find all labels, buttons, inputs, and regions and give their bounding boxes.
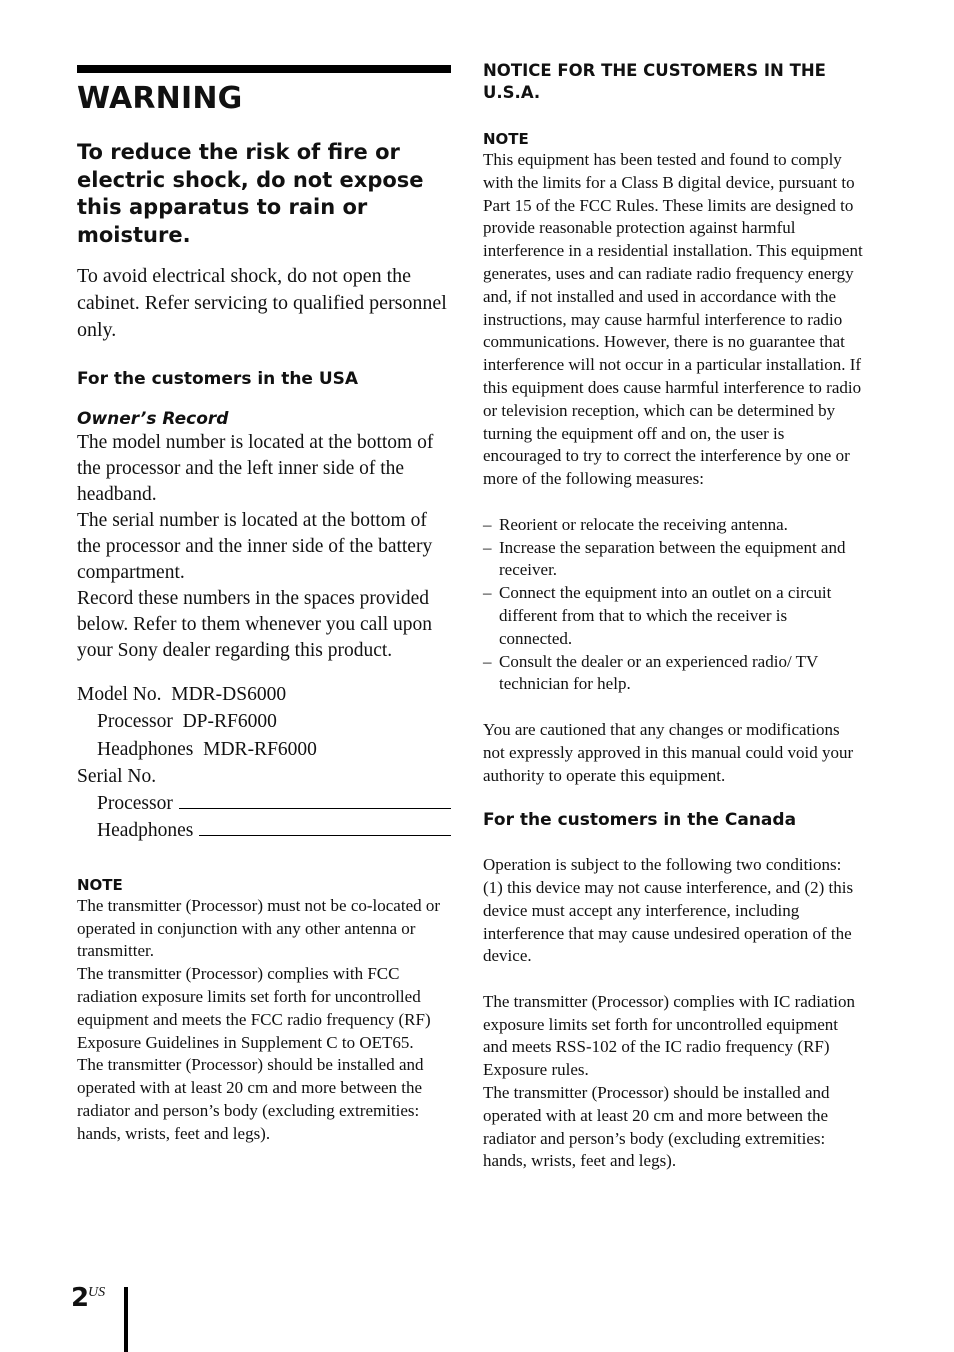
canada-ic-compliance: The transmitter (Processor) complies with IC radiation exposure limits set forth for uncontrolled equipment and meets RSS-102 of the IC radio frequency (RF) Exposure rules. [483, 991, 856, 1080]
serial-processor-blank [179, 790, 451, 809]
serial-processor-label: Processor [97, 793, 173, 815]
right-column [483, 60, 863, 1173]
dash-bullet: – [483, 514, 492, 534]
serial-headphones-blank [199, 817, 451, 836]
list-item [483, 514, 863, 537]
measure-text: Connect the equipment into an outlet on a circuit different from that to which the receiver is connected. [499, 583, 832, 648]
page-region-suffix: US [88, 1285, 106, 1300]
warning-lead: To reduce the risk of fire or electric shock, do not expose this apparatus to rain or moisture. [77, 140, 424, 247]
dash-bullet: – [483, 583, 492, 603]
left-note-line: The transmitter (Processor) must not be co-located or operated in conjunction with any other antenna or transmitter. [77, 895, 441, 961]
list-item [483, 537, 863, 583]
right-note-heading: NOTE [483, 130, 529, 148]
left-column [77, 65, 451, 1146]
footer-bar [124, 1287, 128, 1352]
serial-headphones-label: Headphones [97, 820, 194, 842]
owners-record-line: Record these numbers in the spaces provided below. Refer to them whenever you call upon your Sony dealer regarding this product. [77, 588, 433, 661]
usa-heading: For the customers in the USA [77, 369, 359, 389]
owners-record-line: The serial number is located at the bottom of the processor and the inner side of the battery compartment. [77, 510, 433, 583]
left-note-line: The transmitter (Processor) should be installed and operated with at least 20 cm and more between the radiator and person’s body (excluding extremities: hands, wrists, feet and legs). [77, 1055, 424, 1143]
left-note-heading: NOTE [77, 875, 123, 894]
owners-record-line: The model number is located at the bottom of the processor and the left inner side of the headband. [77, 432, 434, 505]
warning-title: WARNING [77, 81, 243, 116]
canada-installation: The transmitter (Processor) should be installed and operated with at least 20 cm and more between the radiator and person’s body (excluding extremities: hands, wrists, feet and legs). [483, 1083, 830, 1171]
measure-text: Consult the dealer or an experienced radio/ TV technician for help. [499, 651, 818, 694]
serial-number-label: Serial No. [77, 765, 157, 787]
fcc-statement: This equipment has been tested and found to comply with the limits for a Class B digital device, pursuant to Part 15 of the FCC Rules. These limits are designed to provide reasonable protection against harmful interference in a residential installation. This equipment generates, uses and can radiate radio frequency energy and, if not installed and used in accordance with the instructions, may cause harmful interference to radio communications. However, there is no guarantee that interference will not occur in a particular installation. If this equipment does cause harmful interference to radio or television reception, which can be determined by turning the equipment off and on, the user is encouraged to try to correct the interference by one or more of the following measures: [483, 150, 863, 489]
spacer [483, 831, 863, 854]
measure-text: Increase the separation between the equipment and receiver. [499, 537, 846, 580]
owners-record-heading: Owner’s Record [77, 409, 229, 429]
warning-intro: To avoid electrical shock, do not open the cabinet. Refer servicing to qualified personnel only. [77, 265, 447, 341]
list-item [483, 582, 863, 650]
dash-bullet: – [483, 537, 492, 557]
model-number: Model No. MDR-DS6000 [77, 684, 287, 705]
left-note-line: The transmitter (Processor) complies with FCC radiation exposure limits set forth for uncontrolled equipment and meets the FCC radio frequency (RF) Exposure Guidelines in Supplement C to OET65. [77, 964, 431, 1052]
processor-model: Processor DP-RF6000 [97, 711, 277, 733]
caution-text: You are cautioned that any changes or modifications not expressly approved in this manual could void your authority to operate this equipment. [483, 719, 854, 785]
model-serial-block [77, 681, 451, 845]
canada-heading: For the customers in the Canada [483, 810, 797, 831]
spacer [483, 696, 863, 719]
dash-bullet: – [483, 651, 492, 671]
measures-list [483, 514, 863, 696]
list-item [483, 651, 863, 697]
spacer [483, 968, 863, 991]
headphones-model: Headphones MDR-RF6000 [97, 738, 317, 760]
canada-conditions: Operation is subject to the following two conditions: (1) this device may not cause interference, and (2) this device must accept any interference, including interference that may cause undesired operation of the device. [483, 855, 854, 966]
measure-text: Reorient or relocate the receiving antenna. [499, 514, 788, 534]
serial-headphones-row [77, 817, 451, 844]
page-number: 2 [71, 1283, 90, 1313]
usa-notice-heading: NOTICE FOR THE CUSTOMERS IN THE U.S.A. [483, 61, 826, 102]
serial-processor-row [77, 790, 451, 817]
title-rule [77, 65, 451, 73]
